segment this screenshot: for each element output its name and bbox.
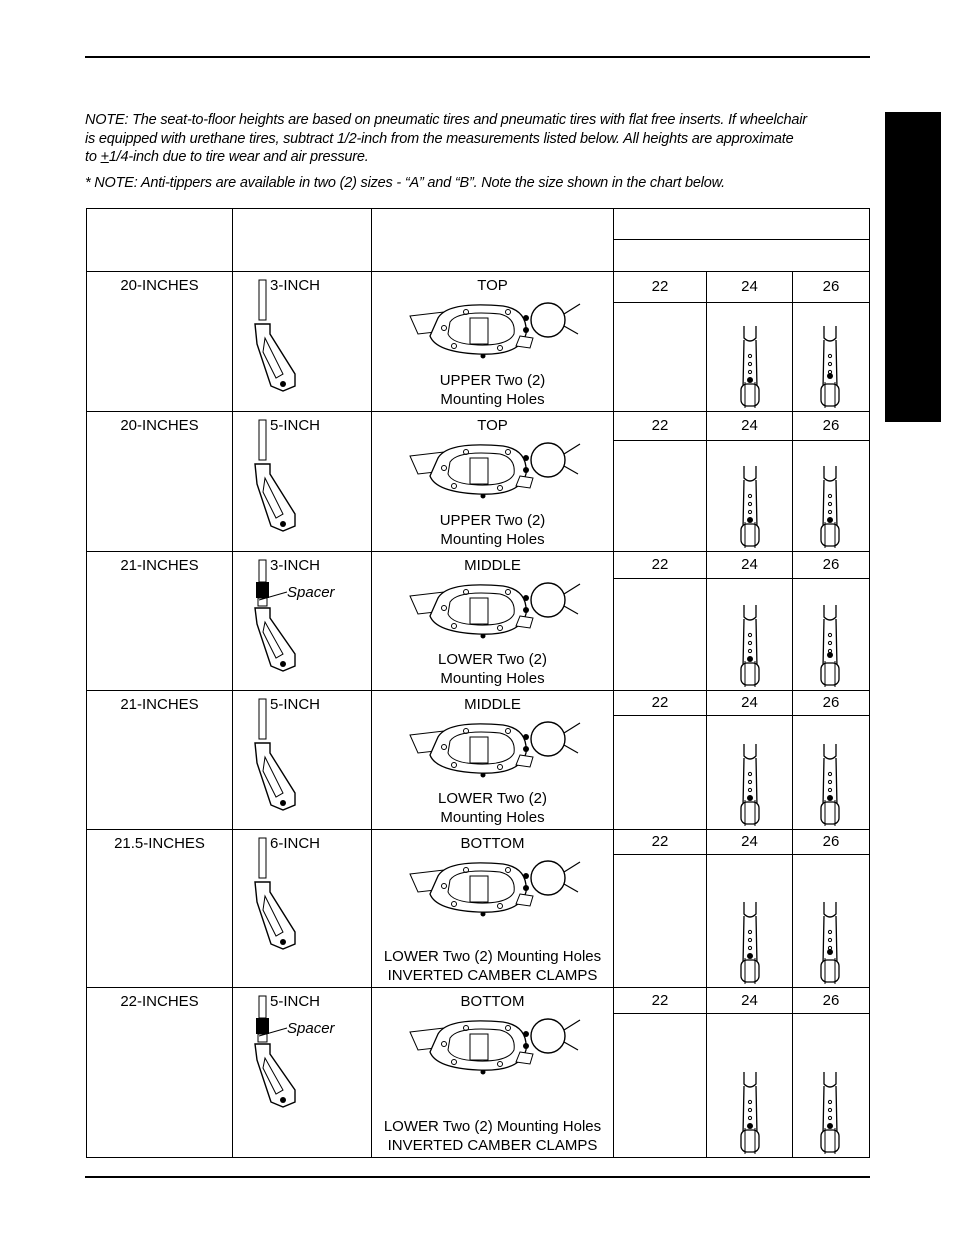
mounting-caption	[372, 371, 613, 409]
mounting-caption	[372, 650, 613, 688]
mounting-caption-line-2: Mounting Holes	[440, 531, 545, 548]
camber-clamp-drawing	[408, 854, 583, 924]
seat-height-cell	[87, 830, 233, 988]
note-anti-tipper-sizes: * NOTE: Anti-tippers are available in two (2) sizes - “A” and “B”. Note the size shown in the chart below.	[85, 175, 725, 191]
mounting-caption-line-2: Mounting Holes	[440, 391, 545, 408]
clamp-position-cell	[372, 691, 614, 830]
anti-tipper-cell	[233, 552, 372, 691]
caster-fork-drawing	[735, 324, 765, 409]
clamp-position: BOTTOM	[460, 993, 525, 1010]
table-row	[87, 552, 870, 579]
fork-cell-24	[707, 1014, 793, 1158]
fork-cell-24	[707, 716, 793, 830]
caster-fork-drawing	[735, 900, 765, 985]
wheel-size-26: 26	[793, 691, 870, 716]
clamp-position: TOP	[477, 277, 508, 294]
anti-tipper-cell	[233, 691, 372, 830]
clamp-position-cell	[372, 412, 614, 552]
header-cell-height	[87, 209, 233, 272]
seat-height-value: 21.5-INCHES	[114, 835, 205, 852]
wheel-size-22: 22	[614, 691, 707, 716]
clamp-position: BOTTOM	[460, 835, 525, 852]
seat-height-value: 20-INCHES	[120, 277, 199, 294]
note-line-1: NOTE: The seat-to-floor heights are based on pneumatic tires and pneumatic tires with flat free inserts. If wheelchair	[85, 112, 807, 128]
anti-tipper-size: 6-INCH	[270, 835, 321, 852]
caster-fork-drawing	[815, 1070, 845, 1155]
caster-fork-drawing	[815, 464, 845, 549]
wheel-size-26: 26	[793, 830, 870, 855]
note-line-3-rest: 1/4-inch due to tire wear and air pressure.	[108, 149, 369, 165]
spacer-leader-line	[259, 1026, 289, 1038]
mounting-caption	[372, 947, 613, 985]
anti-tipper-size: 3-INCH	[270, 277, 321, 294]
mounting-caption-line-2: Mounting Holes	[440, 670, 545, 687]
fork-cell-24	[707, 441, 793, 552]
mounting-caption-line-1: UPPER Two (2)	[439, 372, 546, 389]
mounting-caption-line-1: LOWER Two (2)	[438, 790, 547, 807]
table-row	[87, 830, 870, 855]
fork-cell-26	[793, 1014, 870, 1158]
header-cell-wheel-bottom	[614, 240, 870, 272]
wheel-size-24: 24	[707, 691, 793, 716]
anti-tipper-size: 3-INCH	[270, 557, 321, 574]
seat-height-cell	[87, 412, 233, 552]
mounting-caption-line-2: INVERTED CAMBER CLAMPS	[387, 1137, 598, 1154]
note-tire-heights	[85, 111, 875, 167]
clamp-position-cell	[372, 988, 614, 1158]
seat-height-cell	[87, 691, 233, 830]
caster-fork-drawing	[815, 324, 845, 409]
note-line-3-prefix: to	[85, 149, 101, 165]
header-cell-tipper	[233, 209, 372, 272]
caster-fork-drawing	[815, 742, 845, 827]
mounting-caption-line-1: UPPER Two (2)	[439, 512, 546, 529]
seat-height-cell	[87, 552, 233, 691]
fork-cell-22	[614, 855, 707, 988]
table-row	[87, 691, 870, 716]
wheel-size-22: 22	[614, 830, 707, 855]
fork-cell-22	[614, 716, 707, 830]
camber-clamp-drawing	[408, 296, 583, 366]
table-row	[87, 272, 870, 303]
wheel-size-26: 26	[793, 412, 870, 441]
seat-height-value: 21-INCHES	[120, 557, 199, 574]
seat-height-cell	[87, 272, 233, 412]
seat-height-value: 21-INCHES	[120, 696, 199, 713]
clamp-position: MIDDLE	[464, 557, 521, 574]
wheel-size-24: 24	[707, 830, 793, 855]
fork-cell-26	[793, 303, 870, 412]
wheel-size-26: 26	[793, 988, 870, 1014]
wheel-size-26: 26	[793, 552, 870, 579]
seat-height-cell	[87, 988, 233, 1158]
wheel-size-24: 24	[707, 412, 793, 441]
anti-tipper-cell	[233, 988, 372, 1158]
fork-cell-26	[793, 441, 870, 552]
table-row	[87, 988, 870, 1014]
caster-fork-drawing	[815, 900, 845, 985]
fork-cell-22	[614, 303, 707, 412]
wheel-size-22: 22	[614, 412, 707, 441]
wheel-size-24: 24	[707, 272, 793, 303]
fork-cell-24	[707, 855, 793, 988]
camber-clamp-drawing	[408, 1012, 583, 1082]
mounting-caption-line-1: LOWER Two (2)	[438, 651, 547, 668]
fork-cell-26	[793, 855, 870, 988]
anti-tipper-size: 5-INCH	[270, 417, 321, 434]
caster-fork-drawing	[815, 603, 845, 688]
chart-body	[87, 272, 870, 1158]
wheel-size-26: 26	[793, 272, 870, 303]
top-rule	[85, 56, 870, 58]
header-cell-position	[372, 209, 614, 272]
camber-clamp-drawing	[408, 576, 583, 646]
anti-tipper-size: 5-INCH	[270, 696, 321, 713]
fork-cell-22	[614, 579, 707, 691]
spacer-leader-line	[259, 590, 289, 602]
fork-cell-24	[707, 303, 793, 412]
mounting-caption-line-1: LOWER Two (2) Mounting Holes	[383, 1118, 602, 1135]
mounting-caption-line-2: Mounting Holes	[440, 809, 545, 826]
plus-minus-sign: +	[100, 149, 109, 165]
note-line-3	[85, 148, 875, 167]
anti-tipper-cell	[233, 412, 372, 552]
clamp-position-cell	[372, 830, 614, 988]
fork-cell-24	[707, 579, 793, 691]
mounting-caption-line-2: INVERTED CAMBER CLAMPS	[387, 967, 598, 984]
caster-fork-drawing	[735, 1070, 765, 1155]
wheel-size-24: 24	[707, 988, 793, 1014]
anti-tipper-cell	[233, 830, 372, 988]
section-tab	[885, 112, 941, 422]
fork-cell-22	[614, 1014, 707, 1158]
anti-tipper-size: 5-INCH	[270, 993, 321, 1010]
clamp-position: TOP	[477, 417, 508, 434]
wheel-size-22: 22	[614, 988, 707, 1014]
camber-clamp-drawing	[408, 436, 583, 506]
mounting-caption	[372, 511, 613, 549]
caster-fork-drawing	[735, 742, 765, 827]
wheel-size-22: 22	[614, 552, 707, 579]
note-line-2: is equipped with urethane tires, subtract 1/2-inch from the measurements listed below. All heights are approximate	[85, 130, 794, 147]
caster-fork-drawing	[735, 464, 765, 549]
header-cell-wheel-top	[614, 209, 870, 240]
anti-tipper-cell	[233, 272, 372, 412]
fork-cell-22	[614, 441, 707, 552]
mounting-caption	[372, 1117, 613, 1155]
fork-cell-26	[793, 579, 870, 691]
seat-height-chart	[86, 208, 870, 1158]
caster-fork-drawing	[735, 603, 765, 688]
clamp-position-cell	[372, 552, 614, 691]
table-row	[87, 412, 870, 441]
seat-height-value: 20-INCHES	[120, 417, 199, 434]
mounting-caption-line-1: LOWER Two (2) Mounting Holes	[383, 948, 602, 965]
bottom-rule	[85, 1176, 870, 1178]
fork-cell-26	[793, 716, 870, 830]
clamp-position: MIDDLE	[464, 696, 521, 713]
mounting-caption	[372, 789, 613, 827]
wheel-size-24: 24	[707, 552, 793, 579]
spacer-label: Spacer	[287, 1020, 335, 1037]
camber-clamp-drawing	[408, 715, 583, 785]
wheel-size-22: 22	[614, 272, 707, 303]
spacer-label: Spacer	[287, 584, 335, 601]
seat-height-value: 22-INCHES	[120, 993, 199, 1010]
clamp-position-cell	[372, 272, 614, 412]
